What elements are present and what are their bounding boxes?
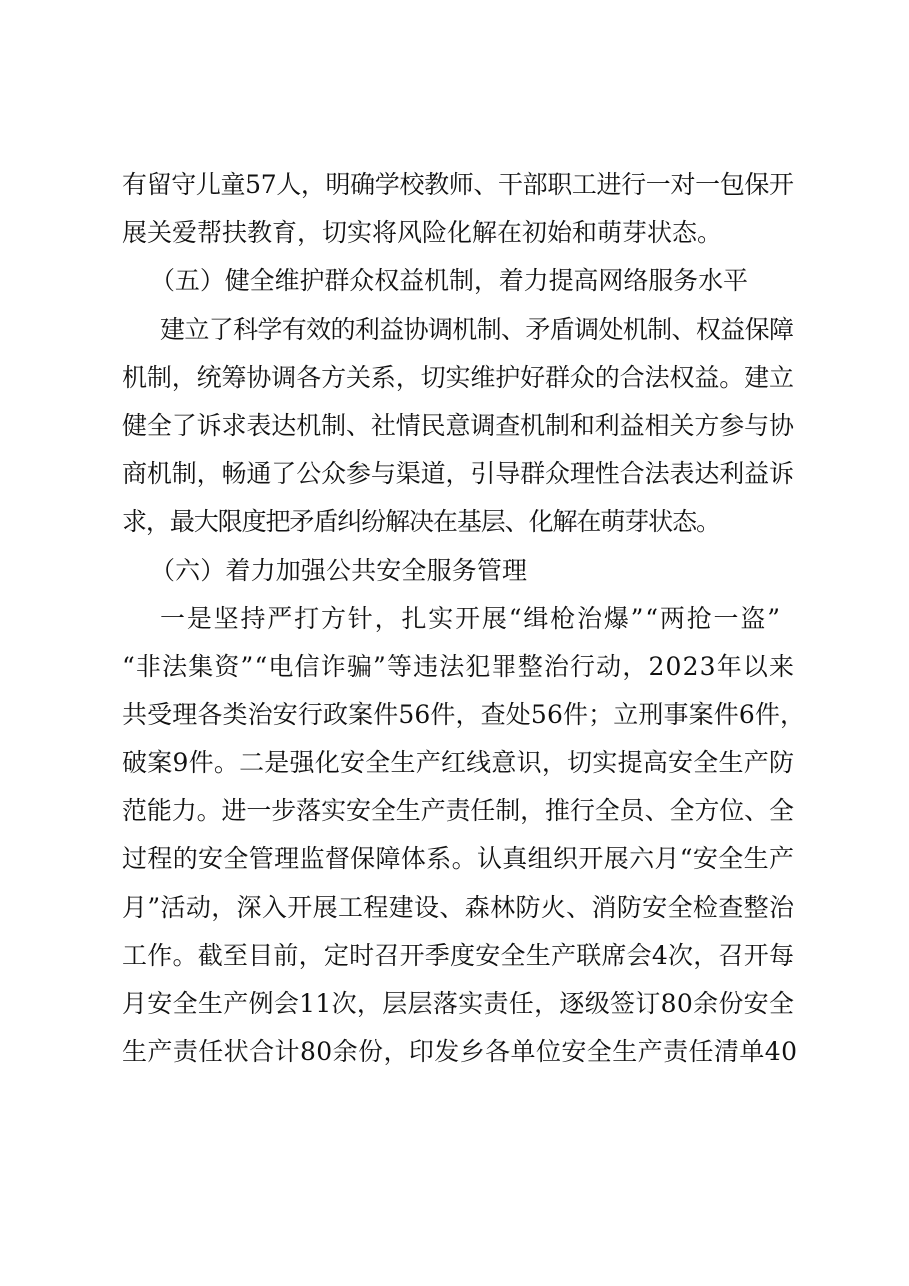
text-line: 月安全生产例会11次，层层落实责任，逐级签订80余份安全: [122, 989, 795, 1018]
text-line: “非法集资”“电信诈骗”等违法犯罪整治行动，2023年以来: [122, 652, 796, 681]
text-line: 工作。截至目前，定时召开季度安全生产联席会4次，召开每: [122, 941, 795, 970]
text-line: 过程的安全管理监督保障体系。认真组织开展六月“安全生产: [122, 844, 795, 873]
text-line: 展关爱帮扶教育，切实将风险化解在初始和萌芽状态。: [122, 218, 722, 247]
section-heading-5: （五）健全维护群众权益机制，着力提高网络服务水平: [150, 266, 748, 295]
text-line: 建立了科学有效的利益协调机制、矛盾调处机制、权益保障: [160, 315, 794, 344]
text-line: 生产责任状合计80余份，印发乡各单位安全生产责任清单40: [122, 1037, 798, 1066]
text-line: 机制，统筹协调各方关系，切实维护好群众的合法权益。建立: [122, 363, 794, 392]
section-heading-6: （六）着力加强公共安全服务管理: [150, 556, 528, 585]
text-line: 共受理各类治安行政案件56件，查处56件；立刑事案件6件，: [122, 700, 806, 729]
text-line: 月”活动，深入开展工程建设、森林防火、消防安全检查整治: [122, 893, 795, 922]
text-line: 健全了诉求表达机制、社情民意调查机制和利益相关方参与协: [122, 411, 794, 440]
text-line: 破案9件。二是强化安全生产红线意识，切实提高安全生产防: [122, 748, 795, 777]
text-line: 范能力。进一步落实安全生产责任制，推行全员、全方位、全: [122, 796, 794, 825]
text-line: 有留守儿童57人，明确学校教师、干部职工进行一对一包保开: [122, 170, 794, 199]
text-line: 商机制，畅通了公众参与渠道，引导群众理性合法表达利益诉: [122, 459, 794, 488]
text-line: 求，最大限度把矛盾纠纷解决在基层、化解在萌芽状态。: [122, 507, 720, 536]
text-line: 一是坚持严打方针，扎实开展“缉枪治爆”“两抢一盗”: [160, 604, 782, 633]
